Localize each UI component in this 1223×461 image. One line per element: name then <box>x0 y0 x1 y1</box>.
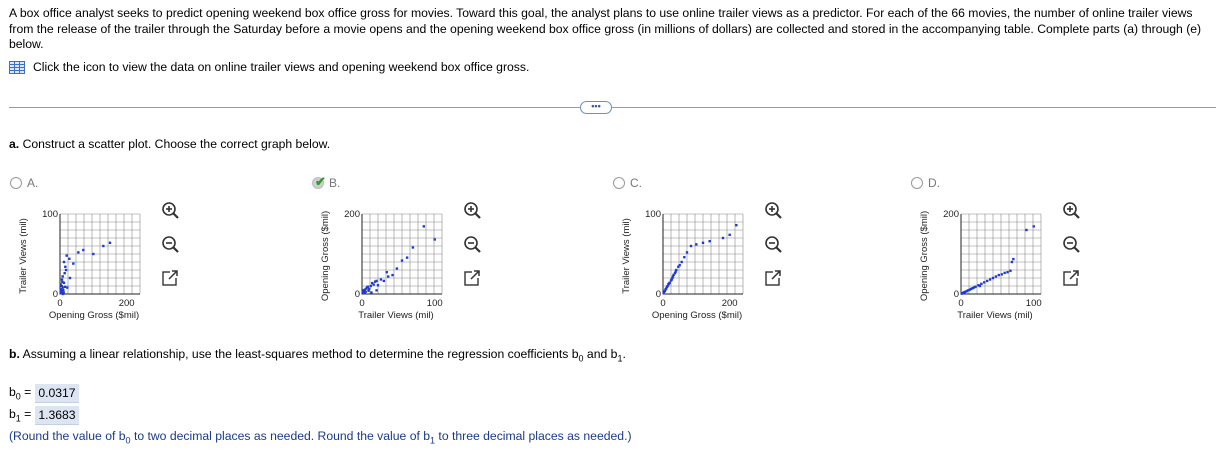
data-point <box>434 238 436 240</box>
data-point <box>372 283 374 285</box>
expand-icon[interactable] <box>160 268 180 288</box>
y-tick-label: 0 <box>655 289 661 300</box>
expand-icon[interactable] <box>1061 268 1081 288</box>
zoom-out-icon[interactable] <box>763 234 783 254</box>
data-point <box>1011 261 1013 263</box>
option-letter: A. <box>27 176 39 190</box>
data-point <box>423 225 425 227</box>
section-divider <box>9 107 1216 108</box>
check-mark-icon: ✔ <box>315 174 326 189</box>
data-point <box>728 234 730 236</box>
part-a-text: Construct a scatter plot. Choose the correct graph below. <box>22 137 331 151</box>
y-tick-label: 200 <box>344 209 360 220</box>
data-point <box>995 275 997 277</box>
data-point <box>708 240 710 242</box>
data-point <box>64 286 66 288</box>
data-point <box>983 281 985 283</box>
part-a-prefix: a. <box>9 137 20 151</box>
data-point <box>72 262 74 264</box>
x-axis-label: Trailer Views (mil) <box>957 310 1033 321</box>
data-point <box>61 275 63 277</box>
zoom-out-icon[interactable] <box>462 234 482 254</box>
data-point <box>1033 225 1035 227</box>
data-point <box>375 280 377 282</box>
option-letter: D. <box>928 176 940 190</box>
part-b-prefix: b. <box>9 347 20 361</box>
option-b[interactable] <box>312 176 522 326</box>
zoom-out-icon[interactable] <box>160 234 180 254</box>
data-point <box>1001 273 1003 275</box>
data-point <box>401 259 403 261</box>
data-point <box>391 274 393 276</box>
data-point <box>1003 272 1005 274</box>
option-a[interactable] <box>10 176 220 326</box>
x-tick-label: 0 <box>660 298 666 309</box>
data-point <box>412 246 414 248</box>
data-point <box>686 251 688 253</box>
data-point <box>61 281 63 283</box>
part-b-question <box>9 347 626 363</box>
data-point <box>690 245 692 247</box>
option-d[interactable] <box>911 176 1121 326</box>
data-point <box>672 275 674 277</box>
y-axis-label: Trailer Views (mil) <box>621 218 632 294</box>
part-a-question <box>9 137 330 151</box>
data-point <box>380 278 382 280</box>
x-tick-label: 0 <box>958 298 964 309</box>
data-point <box>62 291 64 293</box>
data-point <box>674 270 676 272</box>
table-icon[interactable] <box>9 61 25 74</box>
data-point <box>386 271 388 273</box>
data-point <box>60 292 62 294</box>
data-point <box>974 286 976 288</box>
data-point <box>61 278 63 280</box>
data-point <box>735 224 737 226</box>
y-tick-label: 0 <box>354 289 360 300</box>
y-axis-label: Opening Gross ($mil) <box>919 210 930 302</box>
option-letter: C. <box>630 176 642 190</box>
data-point <box>102 245 104 247</box>
zoom-in-icon[interactable] <box>763 200 783 220</box>
y-tick-label: 0 <box>953 289 959 300</box>
data-point <box>82 249 84 251</box>
data-point <box>979 285 981 287</box>
data-point <box>364 292 366 294</box>
data-point <box>1006 271 1008 273</box>
data-point <box>383 280 385 282</box>
y-tick-label: 200 <box>943 209 959 220</box>
scatter-plot <box>312 176 522 326</box>
data-point <box>61 286 63 288</box>
x-axis-label: Opening Gross ($mil) <box>48 310 140 321</box>
data-point <box>695 243 697 245</box>
data-point <box>683 256 685 258</box>
b1-label: $b_1$ = <box>9 407 32 424</box>
data-point <box>678 264 680 266</box>
b0-label: $b_0$ = <box>9 385 32 402</box>
data-point <box>670 278 672 280</box>
data-point <box>1025 229 1027 231</box>
b0-answer-field[interactable]: 0.0317 <box>35 384 78 403</box>
x-tick-label: 0 <box>57 298 63 309</box>
x-tick-label: 200 <box>118 298 135 309</box>
option-c[interactable] <box>613 176 823 326</box>
data-point <box>370 291 372 293</box>
data-point <box>69 277 71 279</box>
zoom-out-icon[interactable] <box>1061 234 1081 254</box>
data-point <box>722 237 724 239</box>
data-point <box>66 286 68 288</box>
data-point <box>668 282 670 284</box>
data-point <box>367 286 369 288</box>
expand-more-button[interactable]: ••• <box>580 101 612 114</box>
data-point <box>702 242 704 244</box>
data-point <box>68 258 70 260</box>
data-point <box>92 253 94 255</box>
data-point <box>59 283 61 285</box>
data-point <box>986 280 988 282</box>
data-point <box>77 251 79 253</box>
zoom-in-icon[interactable] <box>462 200 482 220</box>
expand-icon[interactable] <box>462 268 482 288</box>
data-point <box>65 254 67 256</box>
zoom-in-icon[interactable] <box>1061 200 1081 220</box>
data-point <box>680 261 682 263</box>
data-point <box>64 266 66 268</box>
scatter-plot <box>10 176 220 326</box>
data-point <box>1012 258 1014 260</box>
data-point <box>387 275 389 277</box>
data-point <box>375 289 377 291</box>
b1-answer-field[interactable]: 1.3683 <box>35 406 78 425</box>
b0-answer-row <box>9 384 79 403</box>
x-tick-label: 100 <box>426 298 443 309</box>
data-point <box>63 272 65 274</box>
zoom-in-icon[interactable] <box>160 200 180 220</box>
scatter-plot <box>911 176 1121 326</box>
data-point <box>65 269 67 271</box>
data-point <box>377 284 379 286</box>
data-point <box>370 285 372 287</box>
data-point <box>992 277 994 279</box>
x-axis-label: Trailer Views (mil) <box>358 310 434 321</box>
data-point <box>63 261 65 263</box>
option-letter: B. <box>329 176 341 190</box>
scatter-plot <box>613 176 823 326</box>
data-point <box>396 267 398 269</box>
y-axis-label: Opening Gross ($mil) <box>320 210 331 302</box>
x-tick-label: 0 <box>359 298 365 309</box>
data-point <box>109 242 111 244</box>
problem-intro: A box office analyst seeks to predict opening weekend box office gross for movies. Toward this goal, the analyst plans to use online trailer views as a predictor. For each of the 66 movies, the number of online trailer views from the release of the trailer through the Saturday before a movie opens and the opening weekend box office gross (in millions of dollars) are collected and stored in the accompanying table. Complete parts (a) through (e) below. <box>9 6 1202 51</box>
x-tick-label: 200 <box>721 298 738 309</box>
x-tick-label: 100 <box>1025 298 1042 309</box>
data-table-link[interactable] <box>9 60 529 74</box>
data-point <box>62 289 64 291</box>
data-point <box>998 274 1000 276</box>
data-point <box>1009 270 1011 272</box>
data-point <box>980 283 982 285</box>
part-b-text: Assuming a linear relationship, use the least-squares method to determine the regression coefficients $b_0$ and $b_1$. <box>22 347 626 364</box>
data-link-text[interactable]: Click the icon to view the data on online trailer views and opening weekend box office gross. <box>33 60 530 74</box>
y-axis-label: Trailer Views (mil) <box>18 218 29 294</box>
y-tick-label: 100 <box>42 209 58 220</box>
rounding-note: (Round the value of $b_0$ to two decimal places as needed. Round the value of $b_1$ to three decimal places as needed.) <box>9 429 632 446</box>
b1-answer-row <box>9 406 79 425</box>
y-tick-label: 100 <box>645 209 661 220</box>
x-axis-label: Opening Gross ($mil) <box>651 310 743 321</box>
data-point <box>406 256 408 258</box>
data-point <box>989 278 991 280</box>
data-point <box>367 290 369 292</box>
y-tick-label: 0 <box>52 289 58 300</box>
expand-icon[interactable] <box>763 268 783 288</box>
